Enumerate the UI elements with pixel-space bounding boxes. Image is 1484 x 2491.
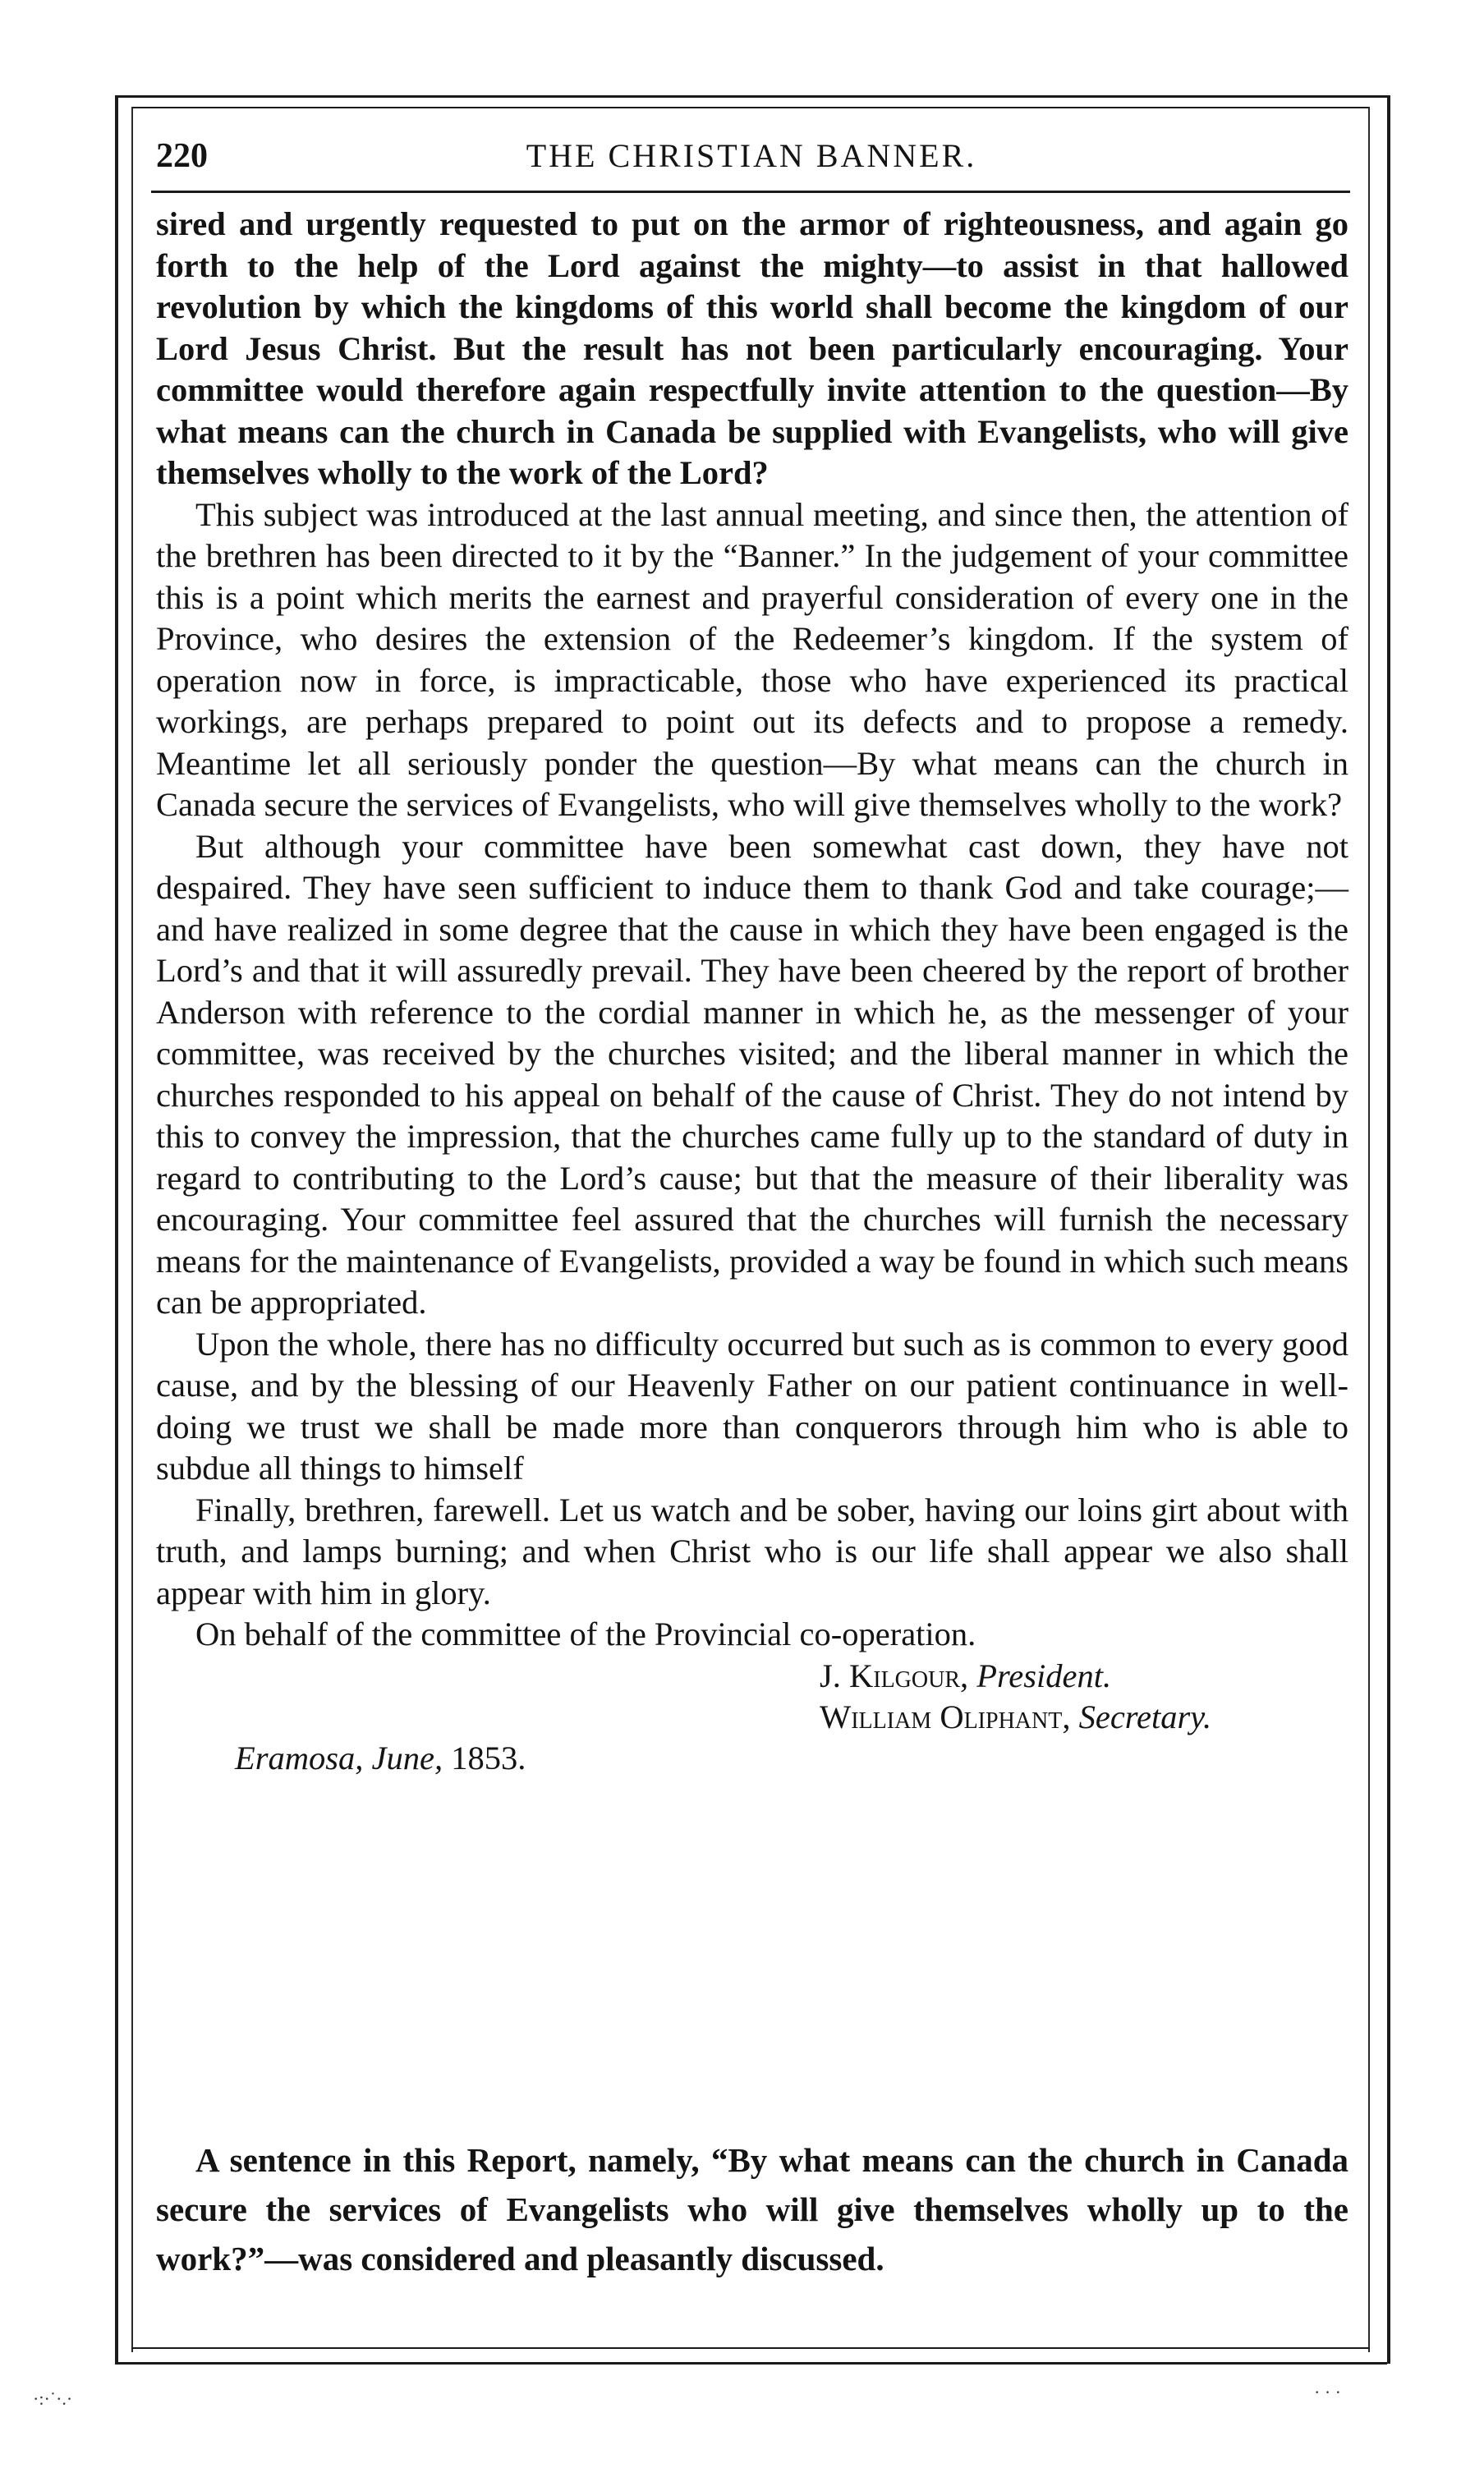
bottom-inner-rule (131, 2347, 1370, 2349)
report-body (156, 204, 1348, 1779)
editorial-note (156, 2135, 1348, 2283)
paragraph: But although your committee have been somewhat cast down, they have not despaired. They have seen sufficient to induce them to thank God and take courage;—and have realized in some degree that the cause in which they have been engaged is the Lord’s and that it will assuredly prevail. They have been cheered by the report of brother Anderson with reference to the cordial manner in which he, as the messenger of your committee, was received by the churches visited; and the liberal manner in which the churches responded to his appeal on behalf of the cause of Christ. They do not intend by this to convey the impression, that the churches came fully up to the standard of duty in regard to contributing to the Lord’s cause; but that the measure of their liberality was encouraging. Your committee feel assured that the churches will furnish the necessary means for the maintenance of Evangelists, provided a way be found in which such means can be appropriated. (156, 827, 1348, 1321)
running-head (156, 131, 1347, 181)
paragraph: This subject was introduced at the last annual meeting, and since then, the attention of the brethren has been directed to it by the “Banner.” In the judgement of your committee this is a point which merits the earnest and prayerful consideration of every one in the Province, who desires the extension of the Redeemer’s kingdom. If the system of operation now in force, is impracticable, those who have experienced its practical workings, are perhaps prepared to point out its defects and to propose a remedy. Meantime let all seriously ponder the question—By what means can the church in Canada secure the services of Evangelists, who will give themselves wholly to the work? (156, 495, 1348, 823)
frame-inner-left-rule (131, 107, 133, 2352)
paragraph-continued (156, 204, 1348, 494)
dateline-place-date: Eramosa, June, (235, 1739, 443, 1776)
president-name: J. Kilgour, (820, 1657, 969, 1694)
paragraph: Upon the whole, there has no difficulty occurred but such as is common to every good cause, and by the blessing of our Heavenly Father on our patient continuance in well-doing we trust we shall be made more than conquerors through him who is able to subdue all things to himself (156, 1325, 1348, 1487)
president-title: President. (976, 1657, 1112, 1694)
frame-inner-right-rule (1368, 107, 1370, 2352)
note-paragraph: A sentence in this Report, namely, “By what means can the church in Canada secure the services of Evangelists who will give themselves wholly up to the work?”—was considered and pleasantly discussed. (156, 2141, 1348, 2277)
paragraph-text: sired and urgently requested to put on the armor of righteousness, and again go forth to the help of the Lord against the mighty—to assist in that hallowed revolution by which the kingdoms of this world shall become the kingdom of our Lord Jesus Christ. But the result has not been particularly encouraging. Your committee would therefore again respectfully invite attention to the question—By what means can the church in Canada be supplied with Evangelists, who will give themselves wholly to the work of the Lord? (156, 205, 1348, 491)
bottom-outer-rule (115, 2362, 1387, 2365)
header-rule (151, 191, 1350, 193)
journal-title: THE CHRISTIAN BANNER. (526, 137, 977, 174)
secretary-name: William Oliphant, (820, 1698, 1071, 1735)
secretary-title: Secretary. (1078, 1698, 1212, 1735)
scan-speck: · · · (1314, 2382, 1341, 2402)
signature-secretary (156, 1697, 1348, 1738)
page-number: 220 (156, 137, 208, 175)
signoff-line: On behalf of the committee of the Provincial co-operation. (195, 1615, 976, 1652)
dateline-year: 1853. (451, 1739, 526, 1776)
paragraph: Finally, brethren, farewell. Let us watch and be sober, having our loins girt about with truth, and lamps burning; and when Christ who is our life shall appear we also shall appear with him in glory. (156, 1491, 1348, 1611)
scan-speck: ·:·˙·.· (33, 2388, 73, 2409)
signature-president (156, 1656, 1348, 1697)
dateline (156, 1738, 1348, 1780)
